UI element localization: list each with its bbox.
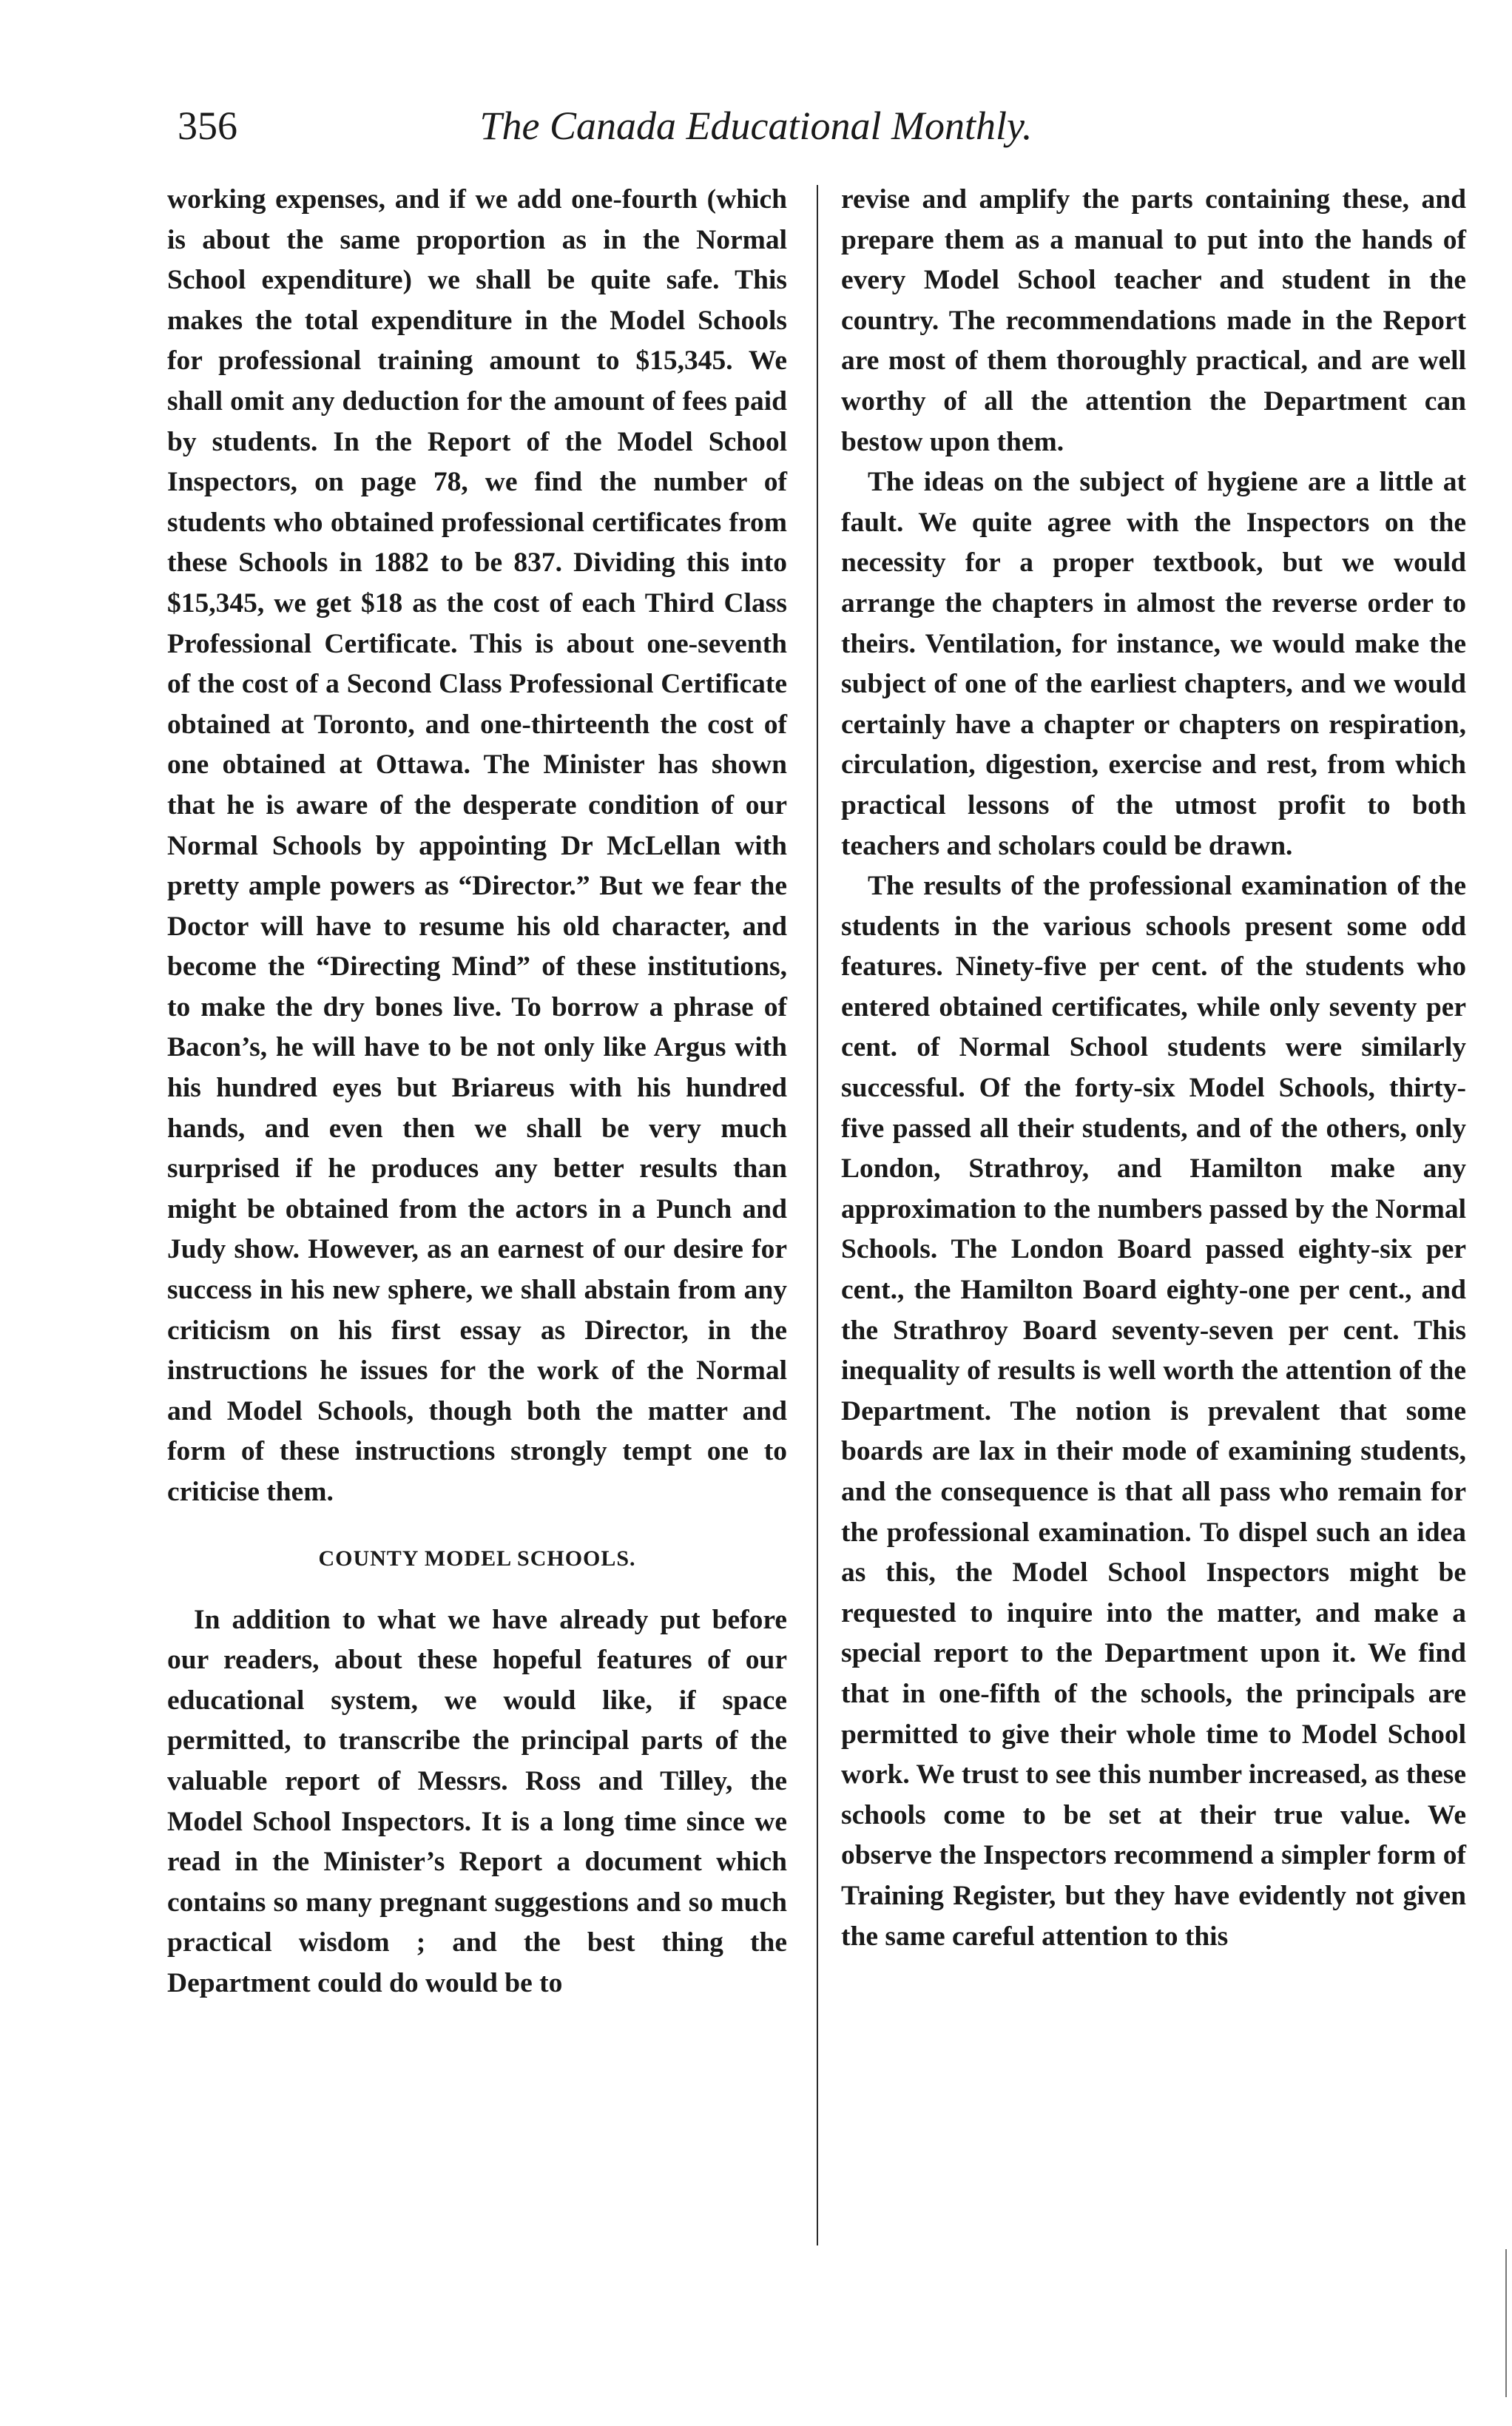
left-paragraph-2: In addition to what we have already put before our readers, about these hopeful features of our educational system, we would like, if space permitted, to transcribe the principal parts of the valuable report of Messrs. Ross and Tilley, the Model School Inspectors. It is a long time since we read in the Minister’s Report a document which contains so many pregnant suggestions and so much practical wisdom ; and the best thing the Department could do would be to bbox=[167, 1604, 787, 1998]
right-paragraph-2: The ideas on the subject of hygiene are a little at fault. We quite agree with the Inspectors on the necessity for a proper textbook, but we would arrange the chapters in almost the reverse order to theirs. Ventilation, for instance, we would make the subject of one of the earliest chapters, and we would certainly have a chapter or chapters on respiration, circulation, digestion, exercise and rest, from which practical lessons of the utmost profit to both teachers and scholars could be drawn. bbox=[841, 467, 1466, 861]
page-number: 356 bbox=[178, 104, 237, 148]
right-column bbox=[841, 180, 1466, 1957]
right-paragraph-3: The results of the professional examination of the students in the various schools present some odd features. Ninety-five per cent. of the students who entered obtained certificates, while only seventy per cent. of Normal School students were similarly successful. Of the forty-six Model Schools, thirty-five passed all their students, and of the others, only London, Strathroy, and Hamilton make any approximation to the numbers passed by the Normal Schools. The London Board passed eighty-six per cent., the Hamilton Board eighty-one per cent., and the Strathroy Board seventy-seven per cent. This inequality of results is well worth the attention of the Department. The notion is prevalent that some boards are lax in their mode of examining students, and the consequence is that all pass who remain for the professional examination. To dispel such an idea as this, the Model School Inspectors might be requested to inquire into the matter, and make a special report to the Department upon it. We find that in one-fifth of the schools, the principals are permitted to give their whole time to Model School work. We trust to see this number increased, as these schools come to be set at their true value. We observe the Inspectors recommend a simpler form of Training Register, but they have evidently not given the same careful attention to this bbox=[841, 871, 1466, 1952]
running-title: The Canada Educational Monthly. bbox=[479, 104, 1033, 148]
left-paragraph-1: working expenses, and if we add one-fourth (which is about the same proportion as in the Normal School expenditure) we shall be quite safe. This makes the total expenditure in the Model Schools for professional training amount to $15,345. We shall omit any deduction for the amount of fees paid by students. In the Report of the Model School Inspectors, on page 78, we find the number of students who obtained professional certificates from these Schools in 1882 to be 837. Dividing this into $15,345, we get $18 as the cost of each Third Class Professional Certificate. This is about one-seventh of the cost of a Second Class Professional Certificate obtained at Toronto, and one-thirteenth the cost of one obtained at Ottawa. The Minister has shown that he is aware of the desperate condition of our Normal Schools by appointing Dr McLellan with pretty ample powers as “Director.” But we fear the Doctor will have to resume his old character, and become the “Directing Mind” of these institutions, to make the dry bones live. To borrow a phrase of Bacon’s, he will have to be not only like Argus with his hundred eyes but Briareus with his hundred hands, and even then we shall be very much surprised if he produces any better results than might be obtained from the actors in a Punch and Judy show. However, as an earnest of our desire for success in his new sphere, we shall abstain from any criticism on his first essay as Director, in the instructions he issues for the work of the Normal and Model Schools, though both the matter and form of these instructions strongly tempt one to criticise them. bbox=[167, 184, 787, 1507]
right-paragraph-1: revise and amplify the parts containing these, and prepare them as a manual to put into the hands of every Model School teacher and student in the country. The recommendations made in the Report are most of them thoroughly practical, and are well worthy of all the attention the Department can bestow upon them. bbox=[841, 184, 1466, 457]
section-heading: COUNTY MODEL SCHOOLS. bbox=[318, 1546, 636, 1571]
page-edge-mark bbox=[1505, 2249, 1507, 2397]
left-column bbox=[167, 180, 787, 2004]
page-header bbox=[0, 96, 1512, 155]
column-divider bbox=[817, 185, 818, 2245]
